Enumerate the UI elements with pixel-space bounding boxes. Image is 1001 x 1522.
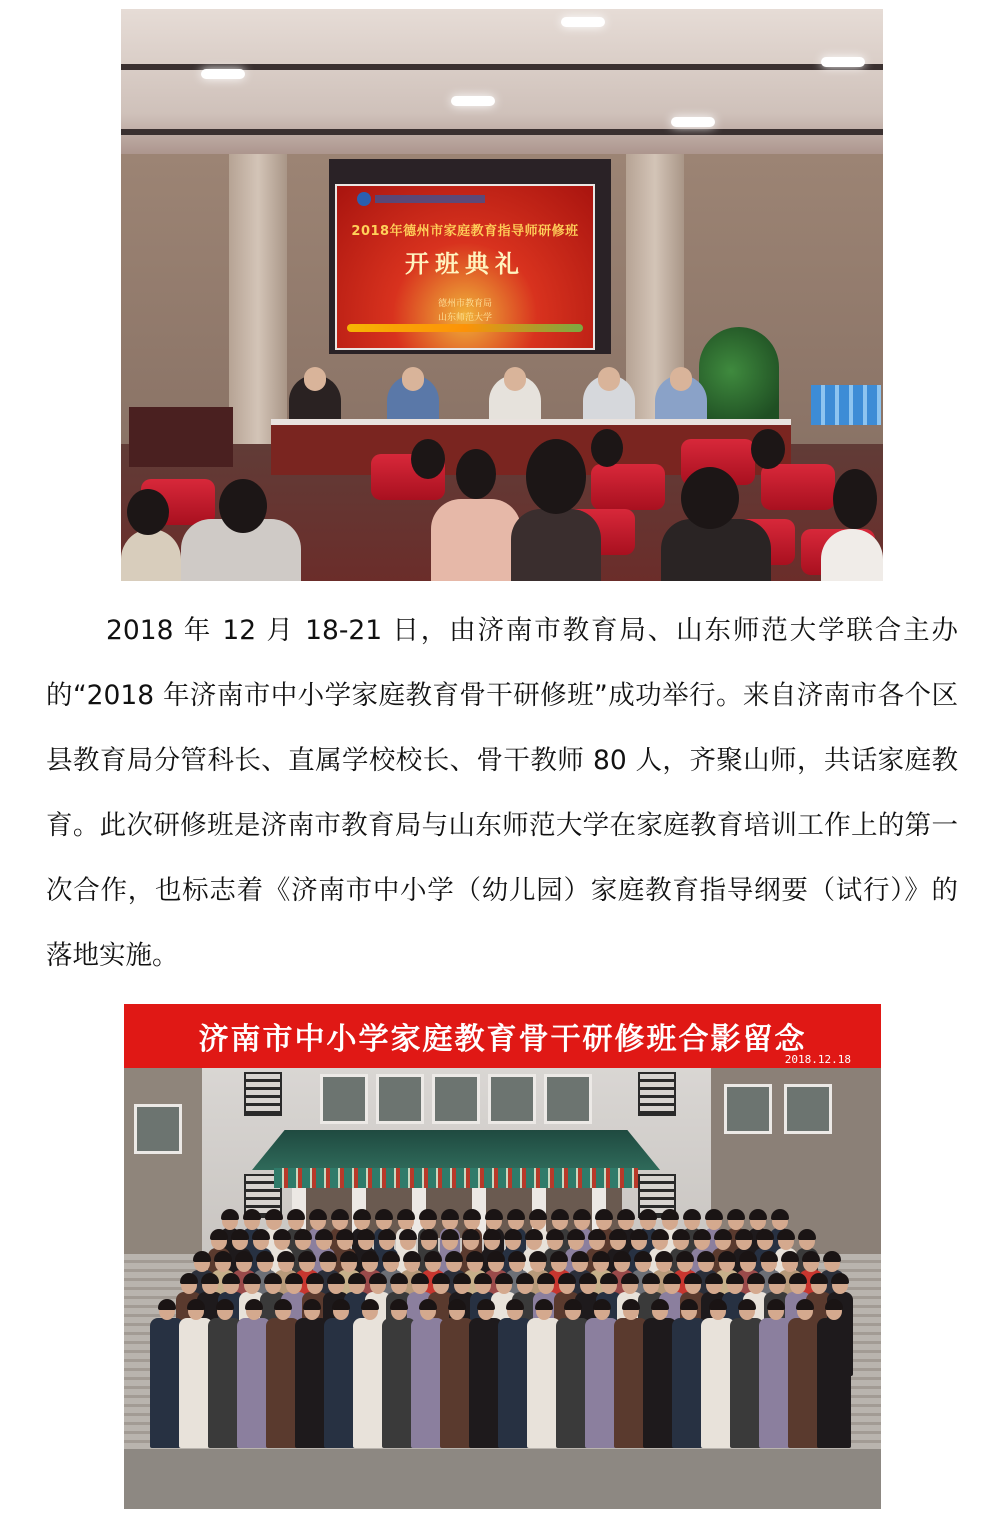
- audience-head: [681, 467, 739, 529]
- group-member-hair: [525, 1229, 543, 1240]
- group-member-hair: [466, 1251, 484, 1262]
- group-member-hair: [609, 1229, 627, 1240]
- group-member-hair: [529, 1251, 547, 1262]
- group-member-hair: [551, 1209, 569, 1220]
- group-member-hair: [243, 1209, 261, 1220]
- group-member-hair: [306, 1273, 324, 1284]
- ceiling-light: [451, 96, 495, 106]
- group-member-hair: [798, 1229, 816, 1240]
- group-member-hair: [445, 1251, 463, 1262]
- group-member-hair: [448, 1299, 466, 1310]
- group-member-hair: [210, 1229, 228, 1240]
- podium: [129, 407, 233, 467]
- group-member-hair: [264, 1273, 282, 1284]
- group-member-hair: [777, 1229, 795, 1240]
- audience-head: [456, 449, 496, 499]
- group-member-hair: [661, 1209, 679, 1220]
- group-member-hair: [655, 1251, 673, 1262]
- group-member-hair: [256, 1251, 274, 1262]
- group-member-hair: [201, 1273, 219, 1284]
- group-member-hair: [419, 1299, 437, 1310]
- panelist-head: [304, 367, 326, 391]
- group-member-hair: [621, 1273, 639, 1284]
- group-member-hair: [802, 1251, 820, 1262]
- group-member-hair: [462, 1229, 480, 1240]
- lattice-window: [244, 1072, 282, 1116]
- panelist-head: [402, 367, 424, 391]
- group-member-hair: [390, 1273, 408, 1284]
- group-member-hair: [411, 1273, 429, 1284]
- audience-member: [821, 529, 883, 581]
- group-member-hair: [361, 1251, 379, 1262]
- panelist-head: [598, 367, 620, 391]
- group-member-hair: [683, 1209, 701, 1220]
- group-member-hair: [298, 1251, 316, 1262]
- group-member-hair: [642, 1273, 660, 1284]
- university-name-bar: [375, 195, 485, 203]
- group-member-hair: [726, 1273, 744, 1284]
- audience-head: [219, 479, 267, 533]
- group-member-hair: [550, 1251, 568, 1262]
- group-member-hair: [825, 1299, 843, 1310]
- group-member-hair: [567, 1229, 585, 1240]
- banner-date: 2018.12.18: [784, 1053, 851, 1066]
- ceiling-light: [671, 117, 715, 127]
- group-member-hair: [639, 1209, 657, 1220]
- group-member-hair: [193, 1251, 211, 1262]
- screen-decoration: [347, 324, 583, 332]
- pavilion-eave: [274, 1168, 638, 1188]
- group-member-hair: [273, 1229, 291, 1240]
- projector-screen: [335, 184, 595, 350]
- group-member-hair: [651, 1299, 669, 1310]
- group-member-hair: [693, 1229, 711, 1240]
- building-window: [544, 1074, 592, 1124]
- group-member-hair: [709, 1299, 727, 1310]
- audience-member: [431, 499, 521, 581]
- building-window: [134, 1104, 182, 1154]
- screen-title: 2018年德州市家庭教育指导师研修班: [351, 224, 579, 239]
- group-member-hair: [676, 1251, 694, 1262]
- ceiling-band: [121, 129, 883, 135]
- group-member-hair: [781, 1251, 799, 1262]
- group-member-hair: [274, 1299, 292, 1310]
- group-member-hair: [771, 1209, 789, 1220]
- group-member-hair: [222, 1273, 240, 1284]
- group-member-hair: [680, 1299, 698, 1310]
- group-member-hair: [796, 1299, 814, 1310]
- group-member-hair: [558, 1273, 576, 1284]
- group-member-hair: [613, 1251, 631, 1262]
- group-member-hair: [705, 1209, 723, 1220]
- group-member-hair: [265, 1209, 283, 1220]
- group-member-hair: [705, 1273, 723, 1284]
- group-member-hair: [477, 1299, 495, 1310]
- group-member-hair: [375, 1209, 393, 1220]
- group-member-hair: [727, 1209, 745, 1220]
- group-member-hair: [277, 1251, 295, 1262]
- group-member-hair: [573, 1209, 591, 1220]
- audience-head: [591, 429, 623, 467]
- group-member-hair: [663, 1273, 681, 1284]
- ceiling: [121, 9, 883, 159]
- group-member-hair: [735, 1229, 753, 1240]
- group-member-hair: [216, 1299, 234, 1310]
- group-member-hair: [760, 1251, 778, 1262]
- group-member-hair: [767, 1299, 785, 1310]
- group-member-hair: [651, 1229, 669, 1240]
- group-member-hair: [756, 1229, 774, 1240]
- university-logo-icon: [357, 192, 371, 206]
- group-member-hair: [537, 1273, 555, 1284]
- group-member-hair: [768, 1273, 786, 1284]
- group-member-hair: [571, 1251, 589, 1262]
- group-member-hair: [331, 1209, 349, 1220]
- group-member-hair: [420, 1229, 438, 1240]
- group-member-hair: [397, 1209, 415, 1220]
- group-member-hair: [336, 1229, 354, 1240]
- group-member-hair: [516, 1273, 534, 1284]
- building-window: [724, 1084, 772, 1134]
- group-member-hair: [463, 1209, 481, 1220]
- group-member-hair: [738, 1299, 756, 1310]
- group-member-hair: [243, 1273, 261, 1284]
- audience-member: [121, 529, 181, 581]
- group-member-hair: [617, 1209, 635, 1220]
- group-member-hair: [252, 1229, 270, 1240]
- group-member-hair: [579, 1273, 597, 1284]
- group-member-hair: [600, 1273, 618, 1284]
- group-member-hair: [697, 1251, 715, 1262]
- group-photo: [124, 1004, 881, 1509]
- group-member-hair: [507, 1209, 525, 1220]
- panelist-head: [670, 367, 692, 391]
- group-member-hair: [378, 1229, 396, 1240]
- group-member-hair: [595, 1209, 613, 1220]
- group-member-hair: [485, 1209, 503, 1220]
- building-window: [784, 1084, 832, 1134]
- group-member-hair: [294, 1229, 312, 1240]
- group-member-hair: [684, 1273, 702, 1284]
- group-member-hair: [630, 1229, 648, 1240]
- building-left-wing: [124, 1068, 202, 1268]
- group-member-hair: [672, 1229, 690, 1240]
- panelist-head: [504, 367, 526, 391]
- audience-head: [411, 439, 445, 479]
- group-member-hair: [235, 1251, 253, 1262]
- group-member-hair: [303, 1299, 321, 1310]
- group-member-hair: [441, 1229, 459, 1240]
- audience-head: [127, 489, 169, 535]
- group-member-hair: [593, 1299, 611, 1310]
- screen-heading: 开班典礼: [405, 250, 525, 278]
- ceiling-light: [821, 57, 865, 67]
- group-member-hair: [622, 1299, 640, 1310]
- pavilion-roof: [252, 1130, 660, 1170]
- group-member-hair: [739, 1251, 757, 1262]
- audience-head: [526, 439, 586, 514]
- group-member-hair: [357, 1229, 375, 1240]
- group-member-hair: [332, 1299, 350, 1310]
- group-member-hair: [588, 1229, 606, 1240]
- ground: [124, 1449, 881, 1509]
- group-member-hair: [718, 1251, 736, 1262]
- lattice-window: [638, 1072, 676, 1116]
- group-member-hair: [453, 1273, 471, 1284]
- group-member-hair: [231, 1229, 249, 1240]
- group-member-hair: [319, 1251, 337, 1262]
- audience-member: [511, 509, 601, 581]
- building-window: [432, 1074, 480, 1124]
- audience-head: [833, 469, 877, 529]
- building-window: [376, 1074, 424, 1124]
- group-member-hair: [353, 1209, 371, 1220]
- group-member-hair: [287, 1209, 305, 1220]
- screen-organizer-2: 山东师范大学: [437, 313, 492, 323]
- group-member-hair: [506, 1299, 524, 1310]
- group-member-hair: [508, 1251, 526, 1262]
- audience-seat: [591, 464, 665, 510]
- group-member-hair: [180, 1273, 198, 1284]
- wall-pillar: [229, 154, 287, 444]
- group-member-hair: [187, 1299, 205, 1310]
- group-member-hair: [327, 1273, 345, 1284]
- ceiling-light: [201, 69, 245, 79]
- group-member-hair: [546, 1229, 564, 1240]
- screen-organizer-1: 德州市教育局: [437, 299, 492, 309]
- group-member-hair: [789, 1273, 807, 1284]
- group-member-hair: [399, 1229, 417, 1240]
- group-member-hair: [474, 1273, 492, 1284]
- group-member-hair: [810, 1273, 828, 1284]
- group-member-hair: [382, 1251, 400, 1262]
- group-member-hair: [245, 1299, 263, 1310]
- ceremony-photo: [121, 9, 883, 581]
- group-member-hair: [340, 1251, 358, 1262]
- group-member-hair: [285, 1273, 303, 1284]
- group-member-hair: [214, 1251, 232, 1262]
- group-member-hair: [309, 1209, 327, 1220]
- group-member-hair: [390, 1299, 408, 1310]
- audience-head: [751, 429, 785, 469]
- group-member-hair: [487, 1251, 505, 1262]
- group-member-hair: [441, 1209, 459, 1220]
- water-bottles: [811, 385, 881, 425]
- group-member-hair: [348, 1273, 366, 1284]
- group-member-hair: [529, 1209, 547, 1220]
- group-member-hair: [221, 1209, 239, 1220]
- group-member: [817, 1318, 851, 1448]
- article-paragraph: 2018 年 12 月 18-21 日，由济南市教育局、山东师范大学联合主办的“2018 年济南市中小学家庭教育骨干研修班”成功举行。来自济南市各个区县教育局分管科长、直属学校校长、骨干教师 80 人，齐聚山师，共话家庭教育。此次研修班是济南市教育局与山东师范大学在家庭教育培训工作上的第一次合作，也标志着《济南市中小学（幼儿园）家庭教育指导纲要（试行）》的落地实施。: [46, 615, 958, 971]
- group-member-hair: [592, 1251, 610, 1262]
- group-member-hair: [714, 1229, 732, 1240]
- group-member-hair: [535, 1299, 553, 1310]
- group-member-hair: [424, 1251, 442, 1262]
- group-member-hair: [495, 1273, 513, 1284]
- group-member-hair: [369, 1273, 387, 1284]
- building-window: [488, 1074, 536, 1124]
- group-member-hair: [403, 1251, 421, 1262]
- group-member-hair: [564, 1299, 582, 1310]
- building-window: [320, 1074, 368, 1124]
- group-member-hair: [634, 1251, 652, 1262]
- group-photo-banner: [124, 1004, 881, 1068]
- ceiling-light: [561, 17, 605, 27]
- banner-title: 济南市中小学家庭教育骨干研修班合影留念: [198, 1022, 807, 1057]
- group-member-hair: [504, 1229, 522, 1240]
- group-member-hair: [483, 1229, 501, 1240]
- group-member-hair: [315, 1229, 333, 1240]
- group-member-hair: [158, 1299, 176, 1310]
- group-member-hair: [361, 1299, 379, 1310]
- group-member-hair: [823, 1251, 841, 1262]
- group-member-hair: [419, 1209, 437, 1220]
- group-member-hair: [747, 1273, 765, 1284]
- audience-seat: [761, 464, 835, 510]
- group-member-hair: [831, 1273, 849, 1284]
- group-member-hair: [749, 1209, 767, 1220]
- group-member-hair: [432, 1273, 450, 1284]
